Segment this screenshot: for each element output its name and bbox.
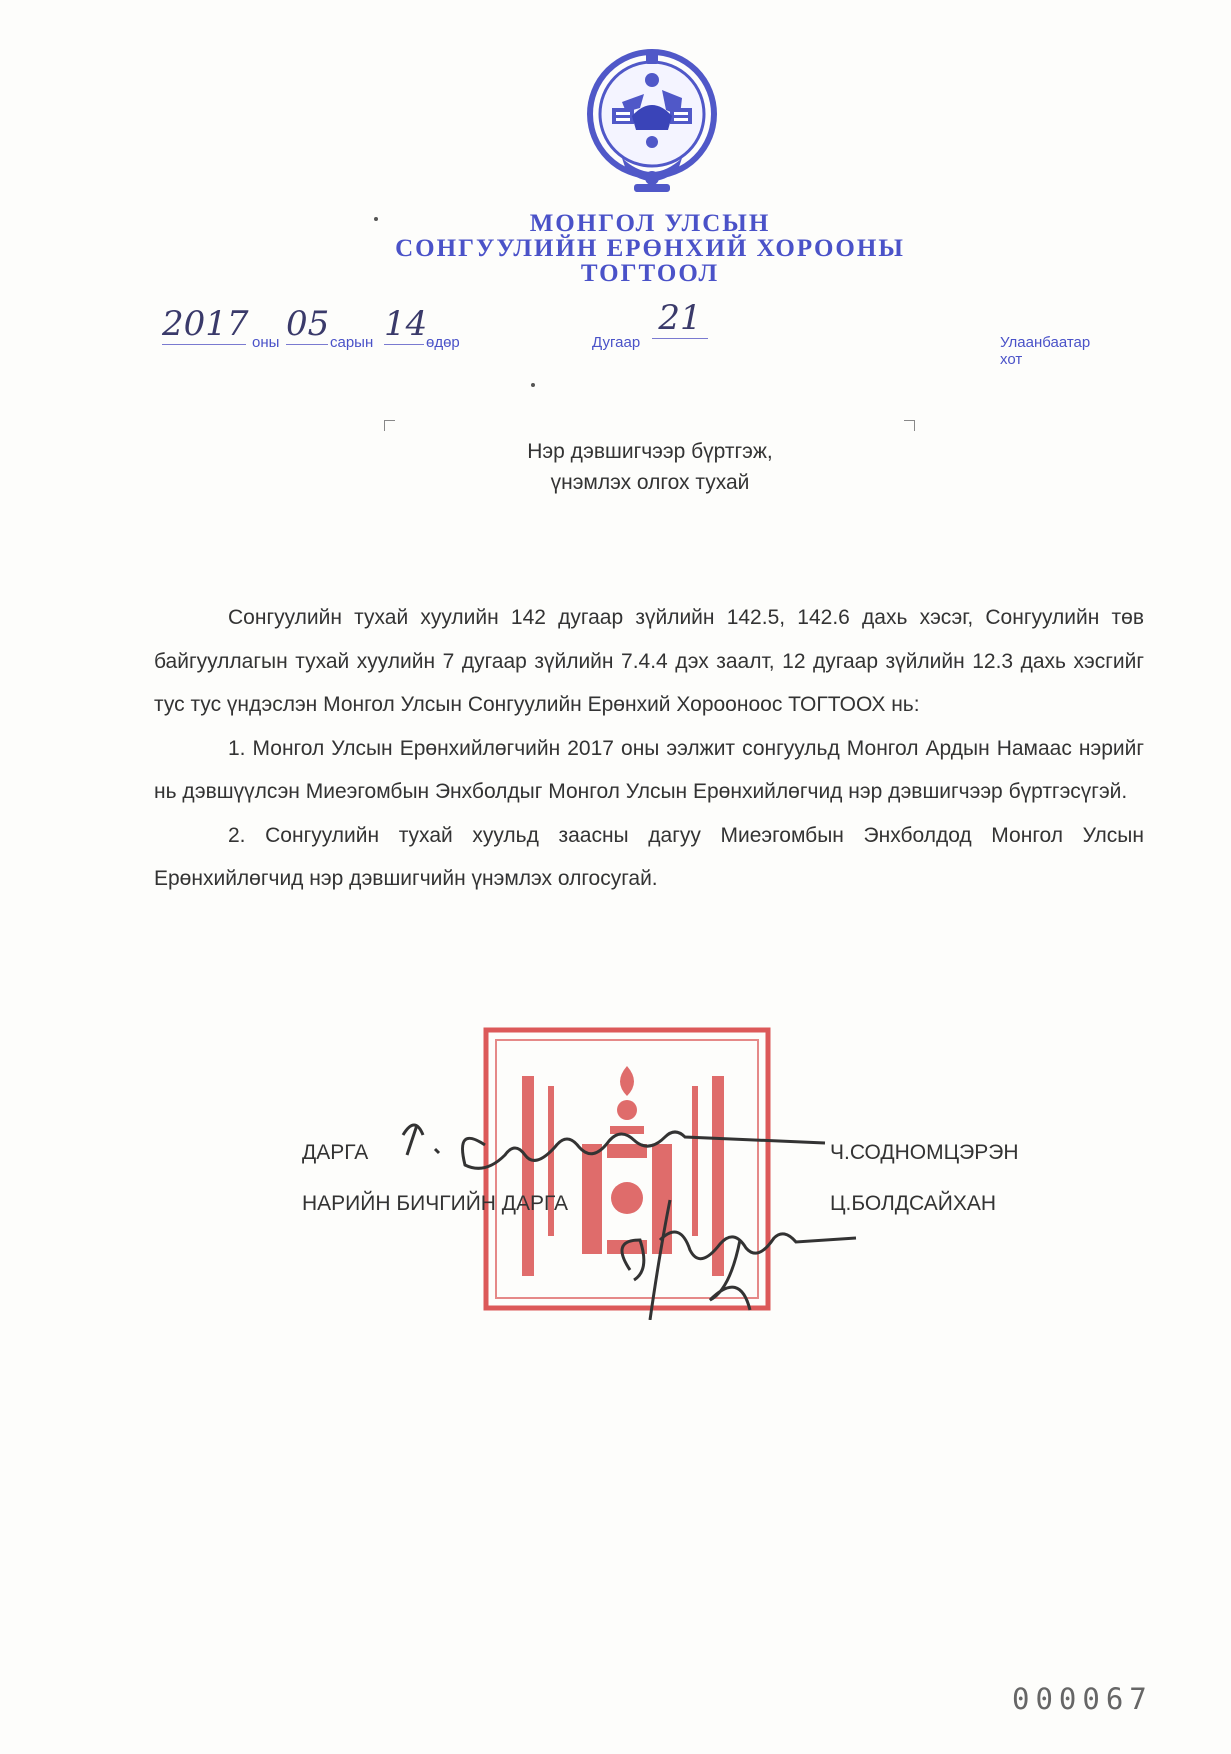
number-label: Дугаар: [592, 334, 641, 351]
state-emblem-icon: [582, 46, 722, 196]
header-line-3: ТОГТООЛ: [580, 260, 720, 287]
body-paragraph-item-2: 2. Сонгуулийн тухай хуульд заасны дагуу Миеэгомбын Энхболдод Монгол Улсын Ерөнхийлөгчид нэр дэвшигчийн үнэмлэх олгосугай.: [154, 823, 1144, 890]
secretary-name: Ц.БОЛДСАЙХАН: [830, 1192, 997, 1215]
subject-title: [380, 436, 920, 498]
date-year: 2017: [162, 304, 249, 344]
subject-corner-left: [384, 420, 395, 431]
scan-speck: [374, 217, 378, 221]
secretary-signature: [590, 1180, 870, 1320]
header-line-2: СОНГУУЛИЙН ЕРӨНХИЙ ХОРООНЫ: [395, 235, 905, 262]
date-day: 14: [384, 304, 428, 344]
body-paragraph-item-1: 1. Монгол Улсын Ерөнхийлөгчийн 2017 оны ээлжит сонгуульд Монгол Ардын Намаас нэрийг нь дэвшүүлсэн Миеэгомбын Энхболдыг Монгол Улсын Ерөнхийлөгчид нэр дэвшигчээр бүртгэсүгэй.: [154, 736, 1144, 803]
chair-signature: [395, 1105, 835, 1185]
secretary-title: НАРИЙН БИЧГИЙН ДАРГА: [302, 1192, 569, 1215]
month-label: сарын: [330, 334, 374, 351]
subject-line-2: үнэмлэх олгох тухай: [550, 471, 750, 494]
subject-line-1: Нэр дэвшигчээр бүртгэж,: [527, 440, 773, 463]
scan-speck: [531, 383, 535, 387]
body-paragraph-preamble: Сонгуулийн тухай хуулийн 142 дугаар зүйлийн 142.5, 142.6 дахь хэсэг, Сонгуулийн төв байгууллагын тухай хуулийн 7 дугаар зүйлийн 7.4.4 дэх заалт, 12 дугаар зүйлийн 12.3 дахь хэсгийг тус тус үндэслэн Монгол Улсын Сонгуулийн Ерөнхий Хорооноос ТОГТООХ нь:: [154, 606, 1144, 716]
year-label: оны: [252, 334, 280, 351]
document-serial-number: 000067: [1012, 1682, 1153, 1716]
resolution-body: [154, 596, 1144, 901]
subject-corner-right: [904, 420, 915, 431]
date-line: [162, 298, 1091, 368]
city-label: Улаанбаатар хот: [1000, 334, 1091, 368]
chair-title: ДАРГА: [302, 1141, 369, 1164]
chair-name: Ч.СОДНОМЦЭРЭН: [830, 1141, 1019, 1164]
date-month: 05: [286, 304, 330, 344]
document-number-handwritten: 21: [652, 298, 708, 339]
day-label: өдөр: [426, 334, 460, 351]
header-line-1: МОНГОЛ УЛСЫН: [529, 210, 771, 237]
